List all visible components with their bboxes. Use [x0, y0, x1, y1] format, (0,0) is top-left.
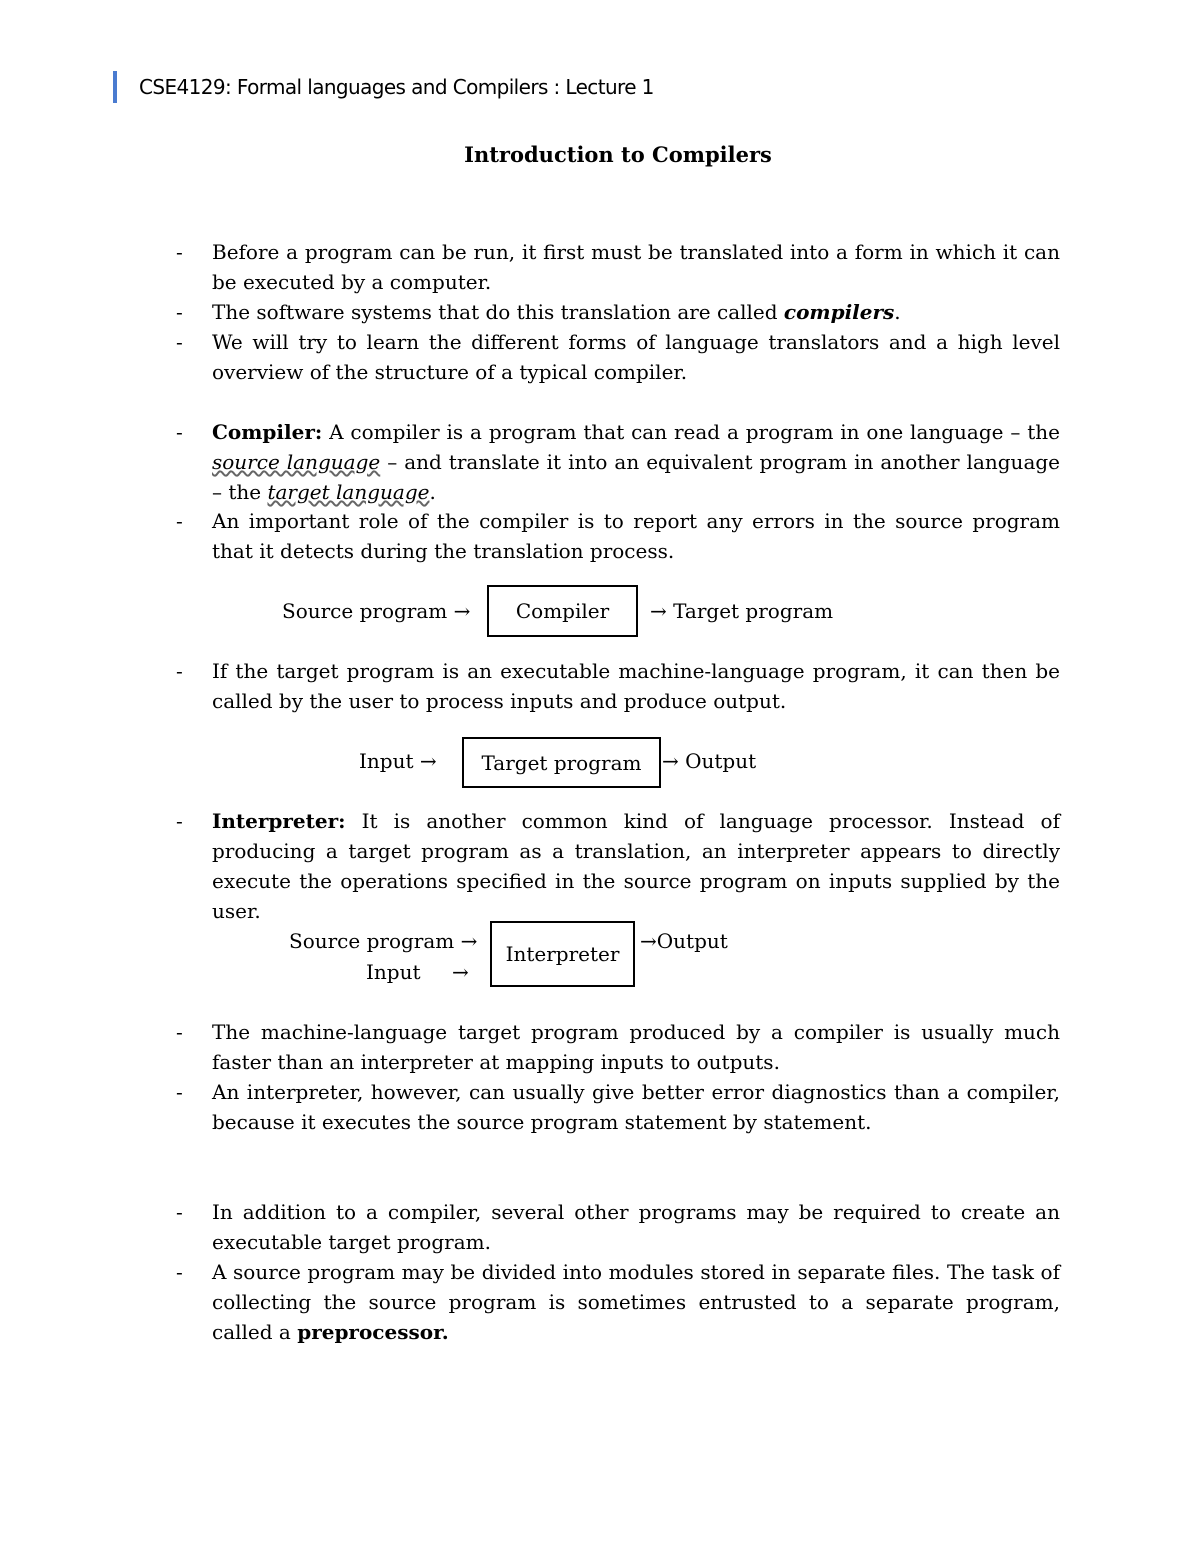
diagram3-input-arrow: → [452, 960, 469, 984]
bullet-text-part: – and translate it into an equivalent program in another language – the [212, 450, 1061, 504]
bullet-text [212, 1257, 1060, 1347]
bullet-text: If the target program is an executable machine-language program, it can then be called by the user to process inputs and produce output. [212, 659, 1060, 713]
bullet-text [212, 297, 1060, 327]
bullet-dash: - [176, 659, 183, 683]
bullet-text: In addition to a compiler, several other programs may be required to create an executable target program. [212, 1200, 1060, 1254]
bullet-text: An important role of the compiler is to report any errors in the source program that it detects during the translation process. [212, 509, 1060, 563]
interpreter-box [490, 921, 635, 987]
term-preprocessor: preprocessor [297, 1320, 442, 1344]
bullet-text [212, 806, 1060, 926]
bullet-text-part: A source program may be divided into modules stored in separate files. The task of collecting the source program is sometimes entrusted to a separate program, called a [212, 1260, 1060, 1344]
target-program-box-label: Target program [481, 750, 642, 775]
diagram3-source-label: Source program → [289, 929, 478, 953]
bullet-dash: - [176, 1200, 183, 1224]
bullet-text: Before a program can be run, it first must be translated into a form in which it can be executed by a computer. [212, 240, 1060, 294]
bullet-dash: - [176, 1080, 183, 1104]
bullet-text-part: The software systems that do this translation are called [212, 300, 784, 324]
bullet-text-part: It is another common kind of language processor. Instead of producing a target program as a translation, an interpreter appears to directly execute the operations specified in the source program on inputs supplied by the user. [212, 809, 1060, 923]
bullet-text-part: . [429, 480, 436, 504]
bullet-text: An interpreter, however, can usually give better error diagnostics than a compiler, because it executes the source program statement by statement. [212, 1080, 1060, 1134]
bullet-dash: - [176, 420, 183, 444]
term-interpreter: Interpreter: [212, 809, 346, 833]
bullet-text: The machine-language target program produced by a compiler is usually much faster than an interpreter at mapping inputs to outputs. [212, 1020, 1060, 1074]
diagram3-output-label: →Output [640, 929, 728, 953]
bullet-dash: - [176, 1260, 183, 1284]
header-title: CSE4129: Formal languages and Compilers : Lecture 1 [139, 75, 654, 99]
term-source-language: source language [212, 450, 381, 474]
target-program-box [462, 737, 661, 788]
bullet-dash: - [176, 240, 183, 264]
lecture-header [113, 71, 654, 103]
bullet-text-part: . [441, 1320, 449, 1344]
bullet-dash: - [176, 1020, 183, 1044]
term-target-language: target language [267, 480, 430, 504]
diagram3-input-label: Input [366, 960, 421, 984]
diagram2-input-label: Input → [359, 749, 437, 773]
emphasis-compilers: compilers [783, 300, 895, 324]
bullet-dash: - [176, 509, 183, 533]
diagram1-source-label: Source program → [282, 599, 471, 623]
bullet-text [212, 417, 1060, 507]
interpreter-box-label: Interpreter [505, 942, 620, 966]
compiler-box [487, 585, 638, 637]
bullet-text-part: A compiler is a program that can read a program in one language – the [322, 420, 1060, 444]
diagram1-target-label: → Target program [650, 599, 834, 623]
bullet-dash: - [176, 300, 183, 324]
page-title: Introduction to Compilers [464, 142, 772, 167]
bullet-text-part: . [894, 300, 901, 324]
bullet-dash: - [176, 809, 183, 833]
term-compiler: Compiler: [212, 420, 323, 444]
bullet-text: We will try to learn the different forms of language translators and a high level overview of the structure of a typical compiler. [212, 330, 1060, 384]
bullet-dash: - [176, 330, 183, 354]
compiler-box-label: Compiler [515, 599, 610, 623]
diagram2-output-label: → Output [662, 749, 757, 773]
